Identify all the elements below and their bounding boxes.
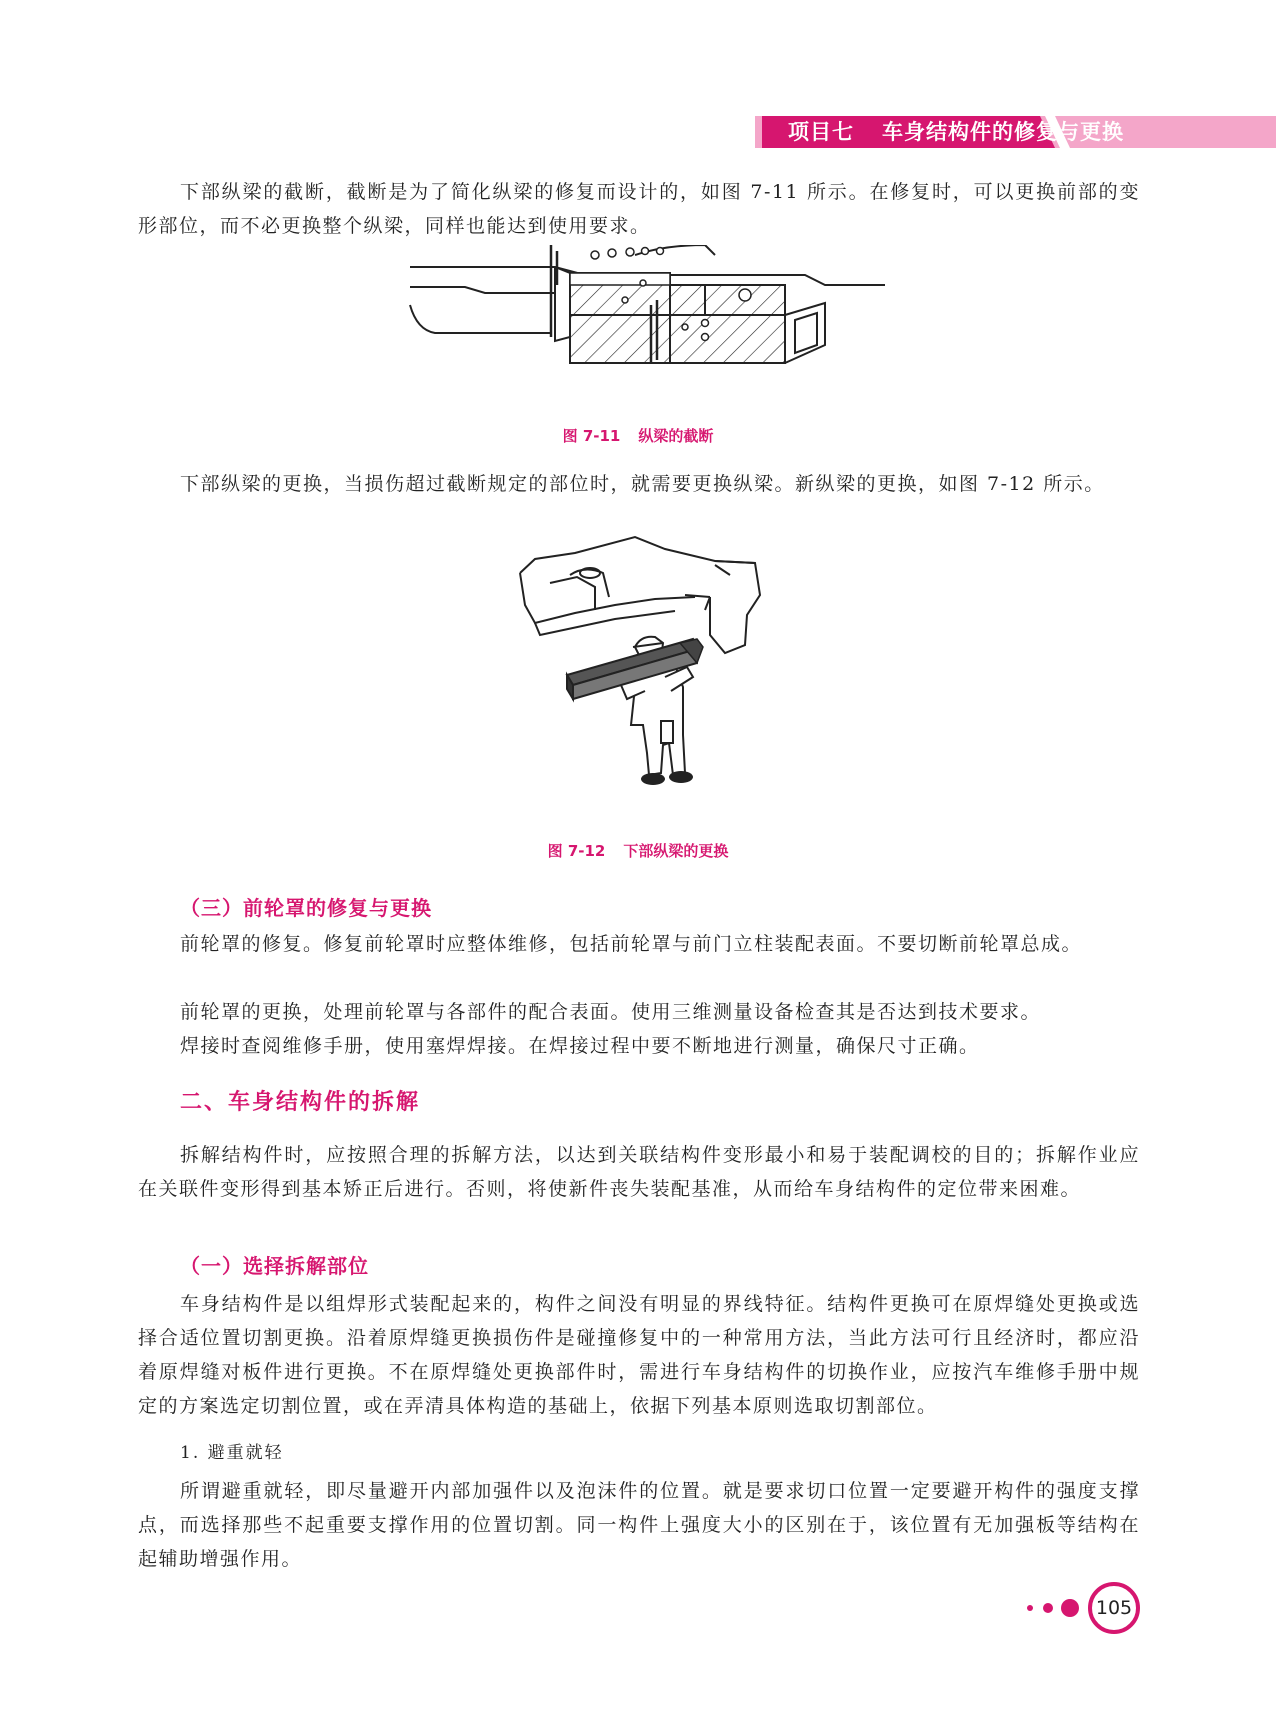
figure-7-11-caption (0, 425, 1276, 446)
chapter-title (788, 118, 1124, 146)
section-heading-disassembly: 二、车身结构件的拆解 (180, 1090, 421, 1115)
list-heading-1: 1. 避重就轻 (180, 1443, 284, 1463)
paragraph-1: 下部纵梁的截断，截断是为了简化纵梁的修复而设计的，如图 7-11 所示。在修复时，可以更换前部的变形部位，而不必更换整个纵梁，同样也能达到使用要求。 (138, 181, 1140, 237)
chapter-project: 项目七 (788, 120, 854, 144)
figure-7-12-caption (0, 840, 1276, 861)
subheading-front-wheelhouse: （三）前轮罩的修复与更换 (180, 896, 432, 920)
paragraph-4: 前轮罩的更换，处理前轮罩与各部件的配合表面。使用三维测量设备检查其是否达到技术要求。 (180, 1001, 1042, 1023)
figure-7-11-title: 纵梁的截断 (638, 427, 714, 445)
page-number: 105 (1095, 1597, 1133, 1619)
paragraph-7: 车身结构件是以组焊形式装配起来的，构件之间没有明显的界线特征。结构件更换可在原焊缝处更换或选择合适位置切割更换。沿着原焊缝更换损伤件是碰撞修复中的一种常用方法，当此方法可行且经济时，都应沿着原焊缝对板件进行更换。不在原焊缝处更换部件时，需进行车身结构件的切换作业，应按汽车维修手册中规定的方案选定切割位置，或在弄清具体构造的基础上，依据下列基本原则选取切割部位。 (138, 1293, 1140, 1417)
figure-7-11-rail-sectioning (405, 245, 885, 405)
paragraph-2: 下部纵梁的更换，当损伤超过截断规定的部位时，就需要更换纵梁。新纵梁的更换，如图 7-12 所示。 (180, 473, 1105, 495)
figure-7-12-title: 下部纵梁的更换 (623, 842, 729, 860)
chapter-name: 车身结构件的修复与更换 (882, 120, 1124, 144)
figure-7-12-rail-replacement (515, 535, 765, 823)
figure-7-11-number: 图 7-11 (562, 427, 621, 445)
paragraph-6: 拆解结构件时，应按照合理的拆解方法，以达到关联结构件变形最小和易于装配调校的目的；拆解作业应在关联件变形得到基本矫正后进行。否则，将使新件丧失装配基准，从而给车身结构件的定位带来困难。 (138, 1144, 1140, 1200)
figure-7-12-number: 图 7-12 (547, 842, 606, 860)
paragraph-5: 焊接时查阅维修手册，使用塞焊焊接。在焊接过程中要不断地进行测量，确保尺寸正确。 (180, 1035, 980, 1057)
subheading-select-location: （一）选择拆解部位 (180, 1254, 369, 1278)
paragraph-3: 前轮罩的修复。修复前轮罩时应整体维修，包括前轮罩与前门立柱装配表面。不要切断前轮罩总成。 (180, 933, 1083, 955)
paragraph-8: 所谓避重就轻，即尽量避开内部加强件以及泡沫件的位置。就是要求切口位置一定要避开构件的强度支撑点，而选择那些不起重要支撑作用的位置切割。同一构件上强度大小的区别在于，该位置有无加强板等结构在起辅助增强作用。 (138, 1480, 1140, 1570)
